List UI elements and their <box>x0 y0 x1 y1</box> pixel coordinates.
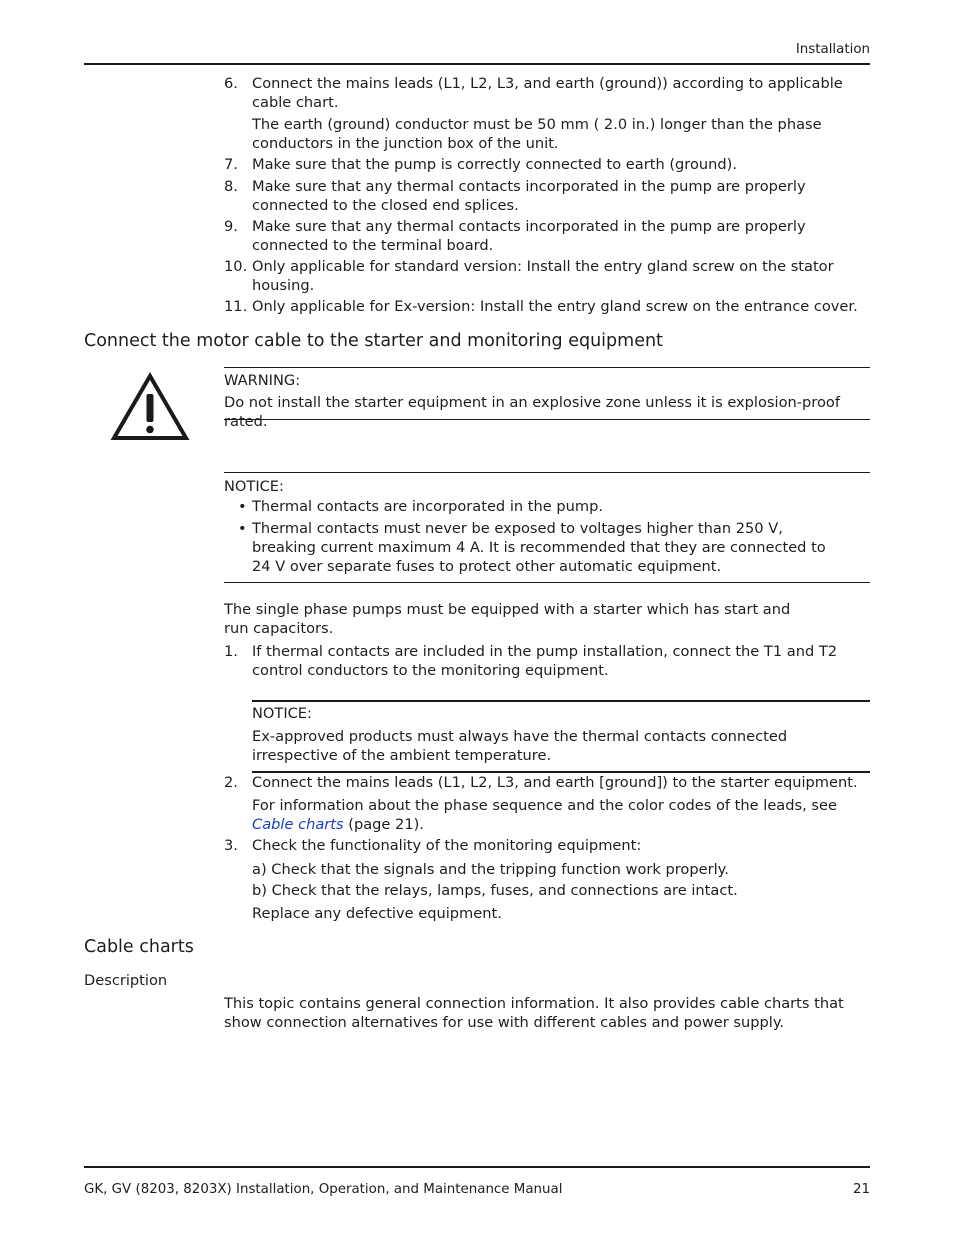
warning-bottom-rule <box>224 419 870 420</box>
cable-charts-link[interactable]: Cable charts <box>252 816 344 833</box>
substep-a: a) Check that the signals and the tripping function work properly. <box>252 861 729 878</box>
step-number: 8. <box>224 178 238 195</box>
step-text: If thermal contacts are included in the pump installation, connect the T1 and T2 control conductors to the monitoring equipment. <box>252 643 838 679</box>
notice-top-rule <box>224 472 870 473</box>
subheading-description: Description <box>84 972 168 989</box>
info-page-ref: (page 21). <box>343 816 424 833</box>
section-heading-cable-charts: Cable charts <box>84 937 194 957</box>
section-heading-motor-cable: Connect the motor cable to the starter and monitoring equipment <box>84 331 663 351</box>
warning-text: Do not install the starter equipment in an explosive zone unless it is explosion-proof rated. <box>224 394 840 430</box>
step-6-note: The earth (ground) conductor must be 50 mm ( 2.0 in.) longer than the phase conductors in the junction box of the unit. <box>252 116 822 152</box>
bullet-dot: • <box>238 520 247 537</box>
footer-rule <box>84 1166 870 1168</box>
step-number: 6. <box>224 75 238 92</box>
step-text: Connect the mains leads (L1, L2, L3, and earth [ground]) to the starter equipment. <box>252 774 858 791</box>
step-number: 11. <box>224 298 248 315</box>
cable-charts-description: This topic contains general connection information. It also provides cable charts that show connection alternatives for use with different cables and power supply. <box>224 995 844 1031</box>
footer <box>84 1180 870 1199</box>
info-text: For information about the phase sequence and the color codes of the leads, see <box>252 797 837 814</box>
notice2-label: NOTICE: <box>252 705 312 722</box>
step-text: Connect the mains leads (L1, L2, L3, and earth (ground)) according to applicable cable chart. <box>252 75 843 111</box>
step-text: Only applicable for Ex-version: Install the entry gland screw on the entrance cover. <box>252 298 858 315</box>
step-3-after: Replace any defective equipment. <box>252 905 502 922</box>
page-number: 21 <box>852 1182 870 1197</box>
step-text: Make sure that any thermal contacts incorporated in the pump are properly connected to the closed end splices. <box>252 178 806 214</box>
running-header: Installation <box>795 42 870 57</box>
notice2-text: Ex-approved products must always have the thermal contacts connected irrespective of the ambient temperature. <box>252 728 788 764</box>
step-2-info <box>252 796 870 834</box>
intro-paragraph: The single phase pumps must be equipped with a starter which has start and run capacitors. <box>224 601 791 637</box>
warning-top-rule <box>224 367 870 368</box>
step-number: 7. <box>224 156 238 173</box>
notice-label: NOTICE: <box>224 478 284 495</box>
notice-bottom-rule <box>224 582 870 583</box>
footer-manual-title: GK, GV (8203, 8203X) Installation, Operation, and Maintenance Manual <box>84 1182 563 1197</box>
step-text: Make sure that the pump is correctly connected to earth (ground). <box>252 156 737 173</box>
warning-label: WARNING: <box>224 372 301 389</box>
notice-bullet-2: Thermal contacts must never be exposed to voltages higher than 250 V, breaking current maximum 4 A. It is recommended that they are connected to 24 V over separate fuses to protect other automatic equipment. <box>252 520 826 575</box>
notice-bullet-1: Thermal contacts are incorporated in the pump. <box>252 498 603 515</box>
header-rule <box>84 63 870 65</box>
step-number: 3. <box>224 837 238 854</box>
step-number: 10. <box>224 258 248 275</box>
substep-b: b) Check that the relays, lamps, fuses, and connections are intact. <box>252 882 738 899</box>
warning-triangle-icon <box>110 372 190 442</box>
step-text: Check the functionality of the monitoring equipment: <box>252 837 642 854</box>
step-number: 2. <box>224 774 238 791</box>
notice2-top-rule <box>252 700 870 702</box>
step-number: 9. <box>224 218 238 235</box>
step-number: 1. <box>224 643 238 660</box>
step-text: Only applicable for standard version: Install the entry gland screw on the stator housing. <box>252 258 834 294</box>
step-text: Make sure that any thermal contacts incorporated in the pump are properly connected to the terminal board. <box>252 218 806 254</box>
bullet-dot: • <box>238 498 247 515</box>
